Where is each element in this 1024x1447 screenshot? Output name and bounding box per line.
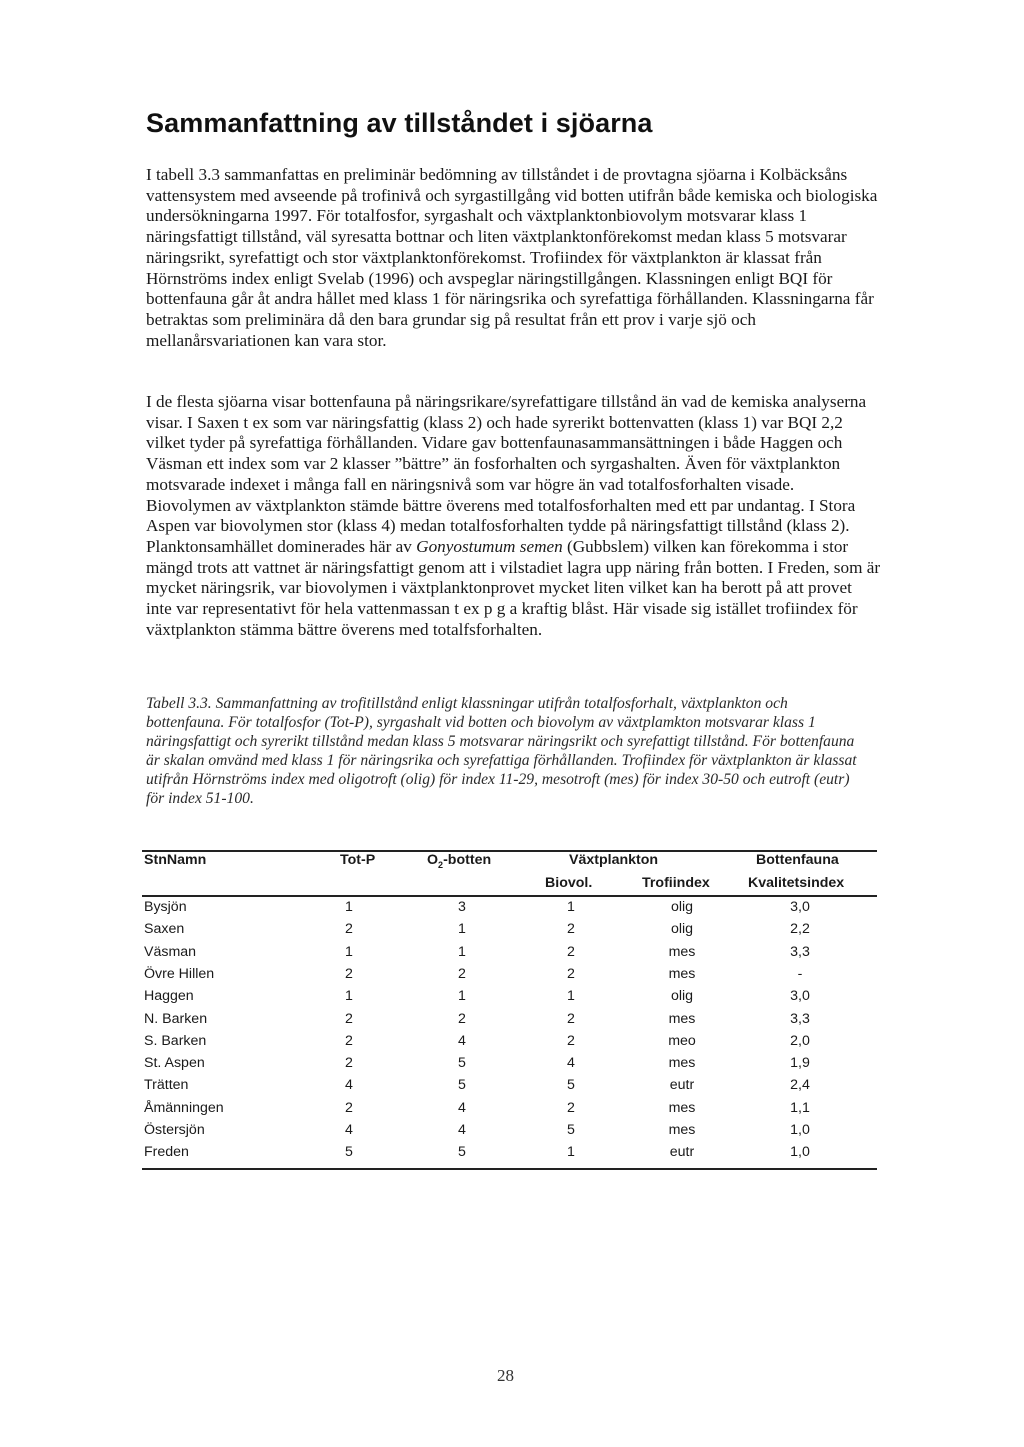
cell-biovol: 2 bbox=[567, 943, 575, 960]
cell-totp: 1 bbox=[345, 943, 353, 960]
header-vaxtplankton: Växtplankton bbox=[569, 852, 659, 868]
header-biovol: Biovol. bbox=[545, 875, 593, 891]
header-totp: Tot-P bbox=[340, 852, 376, 868]
cell-totp: 2 bbox=[345, 1099, 353, 1116]
cell-stnnamn: Östersjön bbox=[144, 1122, 205, 1138]
cell-biovol: 5 bbox=[567, 1122, 575, 1138]
cell-stnnamn: Trätten bbox=[144, 1077, 189, 1094]
header-o2-botten bbox=[427, 852, 491, 870]
cell-stnnamn: Saxen bbox=[144, 921, 185, 938]
cell-o2: 2 bbox=[458, 965, 466, 982]
header-trofiindex: Trofiindex bbox=[642, 875, 710, 891]
cell-kvalitetsindex: 3,3 bbox=[790, 943, 810, 960]
cell-biovol: 1 bbox=[567, 988, 575, 1005]
cell-biovol: 5 bbox=[567, 1077, 575, 1094]
cell-trofiindex: eutr bbox=[669, 1144, 695, 1161]
table-bottom-rule bbox=[142, 1168, 877, 1170]
cell-kvalitetsindex: 3,3 bbox=[790, 1010, 810, 1027]
table-caption: Tabell 3.3. Sammanfattning av trofitillstånd enligt klassningar utifrån totalfosforhalt, växtplankton och bottenfauna. För totalfosfor (Tot-P), syrgashalt vid botten och biovolym av växtplamkton motsvarar klass 1 näringsfattigt och syrerikt tillstånd medan klass 5 motsvarar näringsrikt och syrefattigt tillstånd. För bottenfauna är skalan omvänd med klass 1 för näringsrika och syrefattiga förhållanden. Trofiindex för växtplankton är klassat utifrån Hörnströms index med oligotroft (olig) för index 11-29, mesotroft (mes) för index 30-50 och eutroft (eutr) för index 51-100. bbox=[146, 695, 857, 807]
cell-kvalitetsindex: 2,4 bbox=[790, 1077, 810, 1094]
cell-biovol: 1 bbox=[567, 1144, 575, 1161]
cell-totp: 2 bbox=[345, 921, 353, 938]
cell-o2: 1 bbox=[458, 921, 466, 938]
cell-trofiindex: mes bbox=[668, 943, 696, 960]
cell-trofiindex: mes bbox=[668, 965, 696, 982]
cell-trofiindex: mes bbox=[668, 1010, 696, 1027]
cell-o2: 5 bbox=[458, 1055, 466, 1072]
cell-o2: 4 bbox=[458, 1122, 466, 1138]
cell-totp: 1 bbox=[345, 988, 353, 1005]
cell-trofiindex: eutr bbox=[669, 1077, 695, 1094]
cell-biovol: 2 bbox=[567, 965, 575, 982]
cell-biovol: 2 bbox=[567, 1099, 575, 1116]
page-number: 28 bbox=[497, 1366, 514, 1385]
cell-biovol: 4 bbox=[567, 1055, 575, 1072]
cell-stnnamn: Åmänningen bbox=[144, 1099, 224, 1116]
cell-stnnamn: Väsman bbox=[144, 943, 197, 960]
cell-trofiindex: olig bbox=[670, 988, 694, 1005]
cell-kvalitetsindex: 1,0 bbox=[790, 1122, 810, 1138]
cell-stnnamn: Freden bbox=[144, 1144, 189, 1161]
cell-o2: 1 bbox=[458, 943, 466, 960]
cell-kvalitetsindex: 1,9 bbox=[790, 1055, 810, 1072]
cell-totp: 2 bbox=[345, 1032, 353, 1049]
cell-biovol: 2 bbox=[567, 1032, 575, 1049]
cell-kvalitetsindex: 1,0 bbox=[790, 1144, 810, 1161]
cell-trofiindex: mes bbox=[668, 1122, 696, 1138]
cell-o2: 2 bbox=[458, 1010, 466, 1027]
cell-biovol: 2 bbox=[567, 1010, 575, 1027]
cell-biovol: 2 bbox=[567, 921, 575, 938]
cell-kvalitetsindex: 3,0 bbox=[790, 988, 810, 1005]
paragraph-discussion bbox=[146, 392, 881, 640]
cell-stnnamn: St. Aspen bbox=[144, 1055, 205, 1072]
cell-totp: 1 bbox=[345, 899, 353, 915]
cell-o2: 3 bbox=[458, 899, 466, 915]
cell-totp: 2 bbox=[345, 965, 353, 982]
cell-trofiindex: olig bbox=[670, 921, 694, 938]
cell-trofiindex: meo bbox=[668, 1032, 696, 1049]
cell-kvalitetsindex: 2,2 bbox=[790, 921, 810, 938]
header-kvalitetsindex: Kvalitetsindex bbox=[748, 875, 845, 891]
header-o2-sub: 2 bbox=[438, 859, 444, 870]
cell-kvalitetsindex: 1,1 bbox=[790, 1099, 810, 1116]
cell-o2: 4 bbox=[458, 1099, 466, 1116]
cell-totp: 5 bbox=[345, 1144, 353, 1161]
cell-stnnamn: S. Barken bbox=[144, 1032, 207, 1049]
cell-kvalitetsindex: - bbox=[797, 965, 803, 982]
header-o2-prefix: O bbox=[427, 852, 439, 868]
page-title: Sammanfattning av tillståndet i sjöarna bbox=[146, 108, 653, 138]
cell-stnnamn: N. Barken bbox=[144, 1010, 208, 1027]
table-header-rule bbox=[142, 895, 877, 897]
cell-kvalitetsindex: 3,0 bbox=[790, 899, 810, 915]
paragraph-intro: I tabell 3.3 sammanfattas en preliminär bedömning av tillståndet i de provtagna sjöarna i Kolbäcksåns vattensystem med avseende på trofinivå och syrgastillgång vid botten utifrån både kemiska och biologiska undersökningarna 1997. För totalfosfor, syrgashalt och växtplanktonbiovolym motsvarar klass 1 näringsfattigt tillstånd, väl syresatta bottnar och liten växtplanktonförekomst medan klass 5 motsvarar näringsrikt, syrefattigt och stor växtplanktonförekomst. Trofiindex för växtplankton är klassat från Hörnströms index enligt Svelab (1996) och avspeglar näringstillgången. Klassningen enligt BQI för bottenfauna går åt andra hållet med klass 1 för näringsrika och syrefattiga förhållanden. Klassningarna får betraktas som preliminära då den bara grundar sig på resultat från ett prov i varje sjö och mellanårsvariationen kan vara stor. bbox=[146, 165, 878, 350]
cell-totp: 2 bbox=[345, 1010, 353, 1027]
cell-o2: 5 bbox=[458, 1144, 466, 1161]
cell-totp: 2 bbox=[345, 1055, 353, 1072]
cell-stnnamn: Haggen bbox=[144, 988, 194, 1005]
paragraph-discussion-part1: I de flesta sjöarna visar bottenfauna på näringsrikare/syrefattigare tillstånd än vad de kemiska analyserna visar. I Saxen t ex som var näringsfattig (klass 2) och hade syrerikt bottenvatten (klass 1) var BQI 2,2 vilket tyder på syrefattiga förhållanden. Vidare gav bottenfaunasammansättningen i både Haggen och Väsman ett index som var 2 klasser ”bättre” än fosforhalten och syrgashalten. Även för växtplankton motsvarade indexet i många fall en näringsnivå som var högre än vad totalfosforhalten visade. Biovolymen av växtplankton stämde bättre överens med totalfosforhalten med ett par undantag. I Stora Aspen var biovolymen stor (klass 4) medan totalfosforhalten tydde på näringsfattigt tillstånd (klass 2). Planktonsamhället dominerades här av bbox=[146, 392, 867, 556]
cell-o2: 5 bbox=[458, 1077, 466, 1094]
cell-trofiindex: mes bbox=[668, 1055, 696, 1072]
header-bottenfauna: Bottenfauna bbox=[756, 852, 839, 868]
cell-o2: 1 bbox=[458, 988, 466, 1005]
cell-stnnamn: Övre Hillen bbox=[144, 965, 215, 982]
cell-totp: 4 bbox=[345, 1077, 353, 1094]
species-name: Gonyostumum semen bbox=[416, 536, 563, 556]
cell-trofiindex: mes bbox=[668, 1099, 696, 1116]
paragraph-discussion-part2: (Gubbslem) vilken kan förekomma i stor mängd trots att vattnet är näringsfattigt genom att i vilstadiet lagra upp näring från botten. I Freden, som är mycket näringsrik, var biovolymen i växtplanktonprovet mycket liten vilket kan ha berott på att provet inte var representativt för hela vattenmassan t ex p g a kraftig blåst. Här visade sig istället trofiindex för växtplankton stämma bättre överens med totalfsforhalten. bbox=[146, 536, 881, 639]
header-o2-suffix: -botten bbox=[443, 852, 492, 868]
cell-stnnamn: Bysjön bbox=[144, 899, 187, 915]
cell-trofiindex: olig bbox=[670, 899, 694, 915]
cell-kvalitetsindex: 2,0 bbox=[790, 1032, 810, 1049]
header-stnnamn: StnNamn bbox=[144, 852, 207, 868]
cell-o2: 4 bbox=[458, 1032, 466, 1049]
cell-biovol: 1 bbox=[567, 899, 575, 915]
cell-totp: 4 bbox=[345, 1122, 353, 1138]
